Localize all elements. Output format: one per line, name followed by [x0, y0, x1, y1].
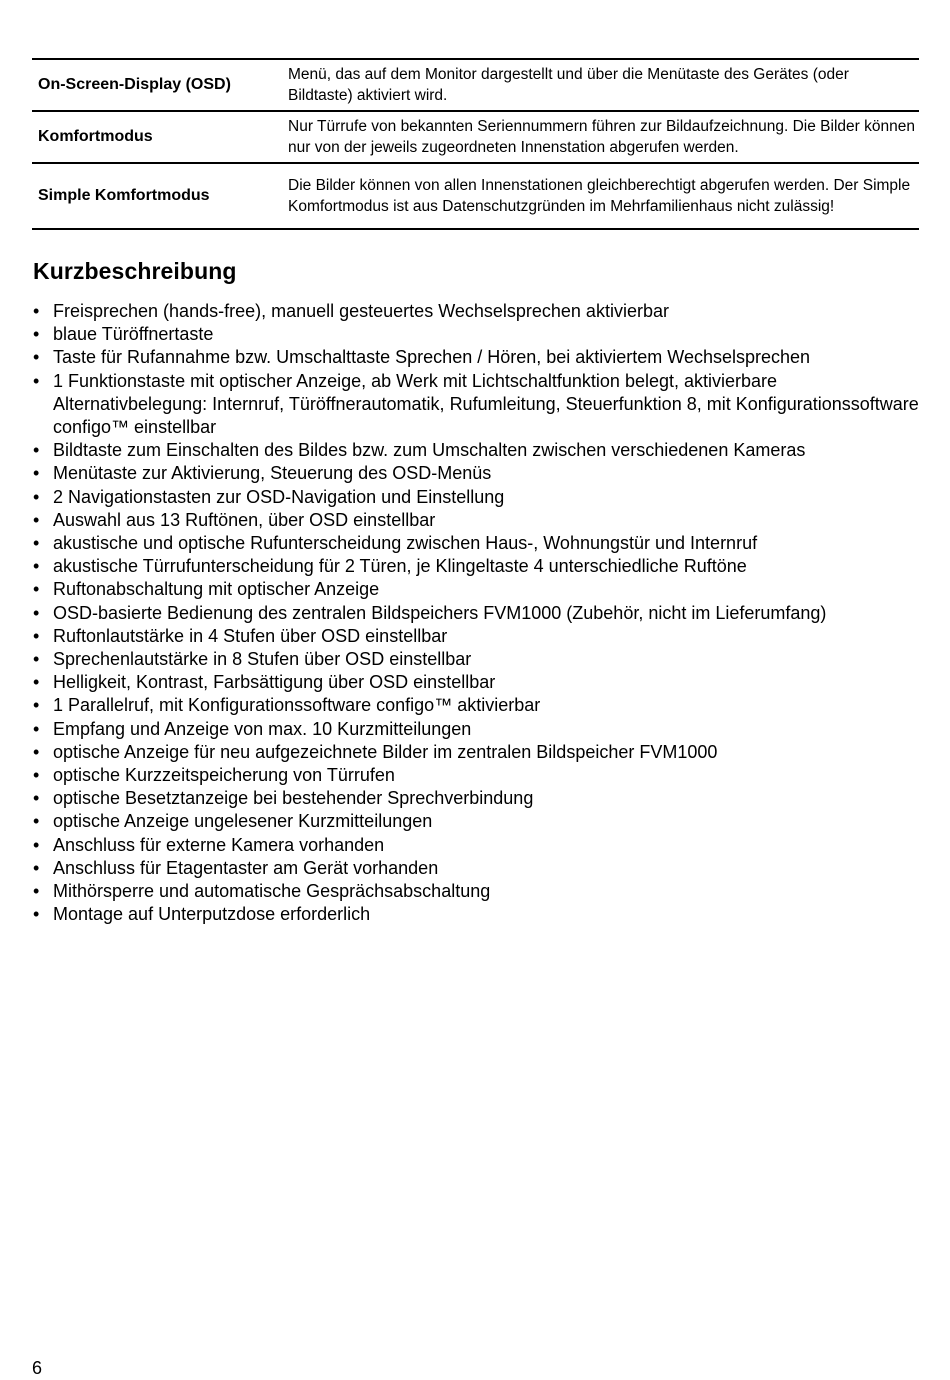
- list-item: [0, 671, 930, 694]
- bullet-icon: •: [33, 347, 40, 368]
- section-title: Kurzbeschreibung: [33, 258, 237, 284]
- glossary-definition: Die Bilder können von allen Innenstationen gleichberechtigt abgerufen werden. Der Simple Komfortmodus ist aus Datenschutzgründen im Mehrfamilienhaus nicht zulässig!: [288, 177, 911, 215]
- bullet-icon: •: [33, 904, 40, 925]
- bullet-icon: •: [33, 672, 40, 693]
- bullet-icon: •: [33, 788, 40, 809]
- list-item-text: Taste für Rufannahme bzw. Umschalttaste Sprechen / Hören, bei aktiviertem Wechselsprechen: [53, 347, 811, 368]
- list-item: [0, 764, 930, 787]
- bullet-icon: •: [33, 765, 40, 786]
- list-item-text: akustische Türrufunterscheidung für 2 Türen, je Klingeltaste 4 unterschiedliche Ruftöne: [53, 556, 747, 577]
- bullet-icon: •: [33, 556, 40, 577]
- list-item-text: OSD-basierte Bedienung des zentralen Bildspeichers FVM1000 (Zubehör, nicht im Lieferumfang): [53, 602, 827, 623]
- list-item-text: optische Besetztanzeige bei bestehender Sprechverbindung: [53, 788, 534, 809]
- glossary-term: On-Screen-Display (OSD): [38, 76, 231, 93]
- list-item: [0, 880, 930, 903]
- glossary-table: [32, 58, 919, 230]
- bullet-icon: •: [33, 649, 40, 670]
- list-item-text: Mithörsperre und automatische Gesprächsabschaltung: [53, 881, 491, 902]
- bullet-icon: •: [33, 440, 40, 461]
- bullet-icon: •: [33, 741, 40, 762]
- list-item-text: Auswahl aus 13 Ruftönen, über OSD einstellbar: [53, 509, 436, 530]
- list-item: [0, 555, 930, 578]
- glossary-term: Simple Komfortmodus: [38, 187, 210, 204]
- list-item-text: Anschluss für externe Kamera vorhanden: [53, 834, 385, 855]
- list-item-text: 2 Navigationstasten zur OSD-Navigation und Einstellung: [53, 486, 505, 507]
- list-item-text: Menütaste zur Aktivierung, Steuerung des OSD-Menüs: [53, 463, 492, 484]
- bullet-icon: •: [33, 811, 40, 832]
- list-item-text: Sprechenlautstärke in 8 Stufen über OSD einstellbar: [53, 649, 472, 670]
- bullet-icon: •: [33, 718, 40, 739]
- bullet-icon: •: [33, 301, 40, 321]
- list-item-text: optische Anzeige ungelesener Kurzmitteilungen: [53, 811, 433, 832]
- bullet-icon: •: [33, 834, 40, 855]
- bullet-icon: •: [33, 463, 40, 484]
- list-item-text: blaue Türöffnertaste: [53, 324, 214, 345]
- bullet-icon: •: [33, 695, 40, 716]
- list-item: [0, 694, 930, 717]
- list-item: [0, 857, 930, 880]
- feature-list: [0, 300, 930, 926]
- page-number: 6: [32, 1358, 43, 1378]
- list-item-text: Freisprechen (hands-free), manuell gesteuertes Wechselsprechen aktivierbar: [53, 301, 669, 321]
- bullet-icon: •: [33, 857, 40, 878]
- list-item-text: Helligkeit, Kontrast, Farbsättigung über OSD einstellbar: [53, 672, 496, 693]
- list-item: [0, 300, 930, 323]
- glossary-row: [32, 59, 919, 111]
- list-item: [0, 509, 930, 532]
- glossary-term: Komfortmodus: [38, 128, 153, 145]
- bullet-icon: •: [33, 533, 40, 554]
- bullet-icon: •: [33, 370, 40, 391]
- list-item: [0, 462, 930, 485]
- bullet-icon: •: [33, 509, 40, 530]
- list-item: [0, 346, 930, 369]
- list-item-text: Bildtaste zum Einschalten des Bildes bzw. zum Umschalten zwischen verschiedenen Kameras: [53, 440, 806, 461]
- bullet-icon: •: [33, 324, 40, 345]
- list-item: [0, 439, 930, 462]
- glossary-definition: Nur Türrufe von bekannten Seriennummern führen zur Bildaufzeichnung. Die Bilder können nur von der jeweils zugeordneten Innenstation abgerufen werden.: [288, 118, 915, 156]
- glossary-definition: Menü, das auf dem Monitor dargestellt und über die Menütaste des Gerätes (oder Bildtaste) aktiviert wird.: [288, 66, 849, 104]
- list-item: [0, 810, 930, 833]
- bullet-icon: •: [33, 625, 40, 646]
- list-item: [0, 903, 930, 926]
- list-item-text: optische Kurzzeitspeicherung von Türrufen: [53, 765, 395, 786]
- list-item: [0, 323, 930, 346]
- bullet-icon: •: [33, 602, 40, 623]
- list-item: [0, 532, 930, 555]
- list-item-text: akustische und optische Rufunterscheidung zwischen Haus-, Wohnungstür und Internruf: [53, 533, 758, 554]
- list-item: [0, 648, 930, 671]
- list-item: [0, 578, 930, 601]
- list-item-text: Anschluss für Etagentaster am Gerät vorhanden: [53, 857, 439, 878]
- list-item-text: Ruftonlautstärke in 4 Stufen über OSD einstellbar: [53, 625, 448, 646]
- bullet-icon: •: [33, 486, 40, 507]
- list-item: [0, 370, 930, 440]
- glossary-row: [32, 163, 919, 229]
- list-item: [0, 602, 930, 625]
- list-item-text: Montage auf Unterputzdose erforderlich: [53, 904, 371, 925]
- glossary-row: [32, 111, 919, 163]
- list-item-text: Ruftonabschaltung mit optischer Anzeige: [53, 579, 380, 600]
- bullet-icon: •: [33, 881, 40, 902]
- bullet-icon: •: [33, 579, 40, 600]
- list-item-text: 1 Parallelruf, mit Konfigurationssoftware configo™ aktivierbar: [53, 695, 541, 716]
- list-item: [0, 741, 930, 764]
- list-item: [0, 787, 930, 810]
- list-item: [0, 486, 930, 509]
- list-item-text: optische Anzeige für neu aufgezeichnete Bilder im zentralen Bildspeicher FVM1000: [53, 741, 718, 762]
- list-item: [0, 625, 930, 648]
- list-item-text: Empfang und Anzeige von max. 10 Kurzmitteilungen: [53, 718, 472, 739]
- list-item: [0, 718, 930, 741]
- list-item-text: 1 Funktionstaste mit optischer Anzeige, ab Werk mit Lichtschaltfunktion belegt, aktivierbare Alternativbelegung: Internruf, Türöffnerautomatik, Rufumleitung, Steuerfunktion 8, mit Konfigurationssoftware configo™ einstellbar: [53, 370, 919, 438]
- list-item: [0, 834, 930, 857]
